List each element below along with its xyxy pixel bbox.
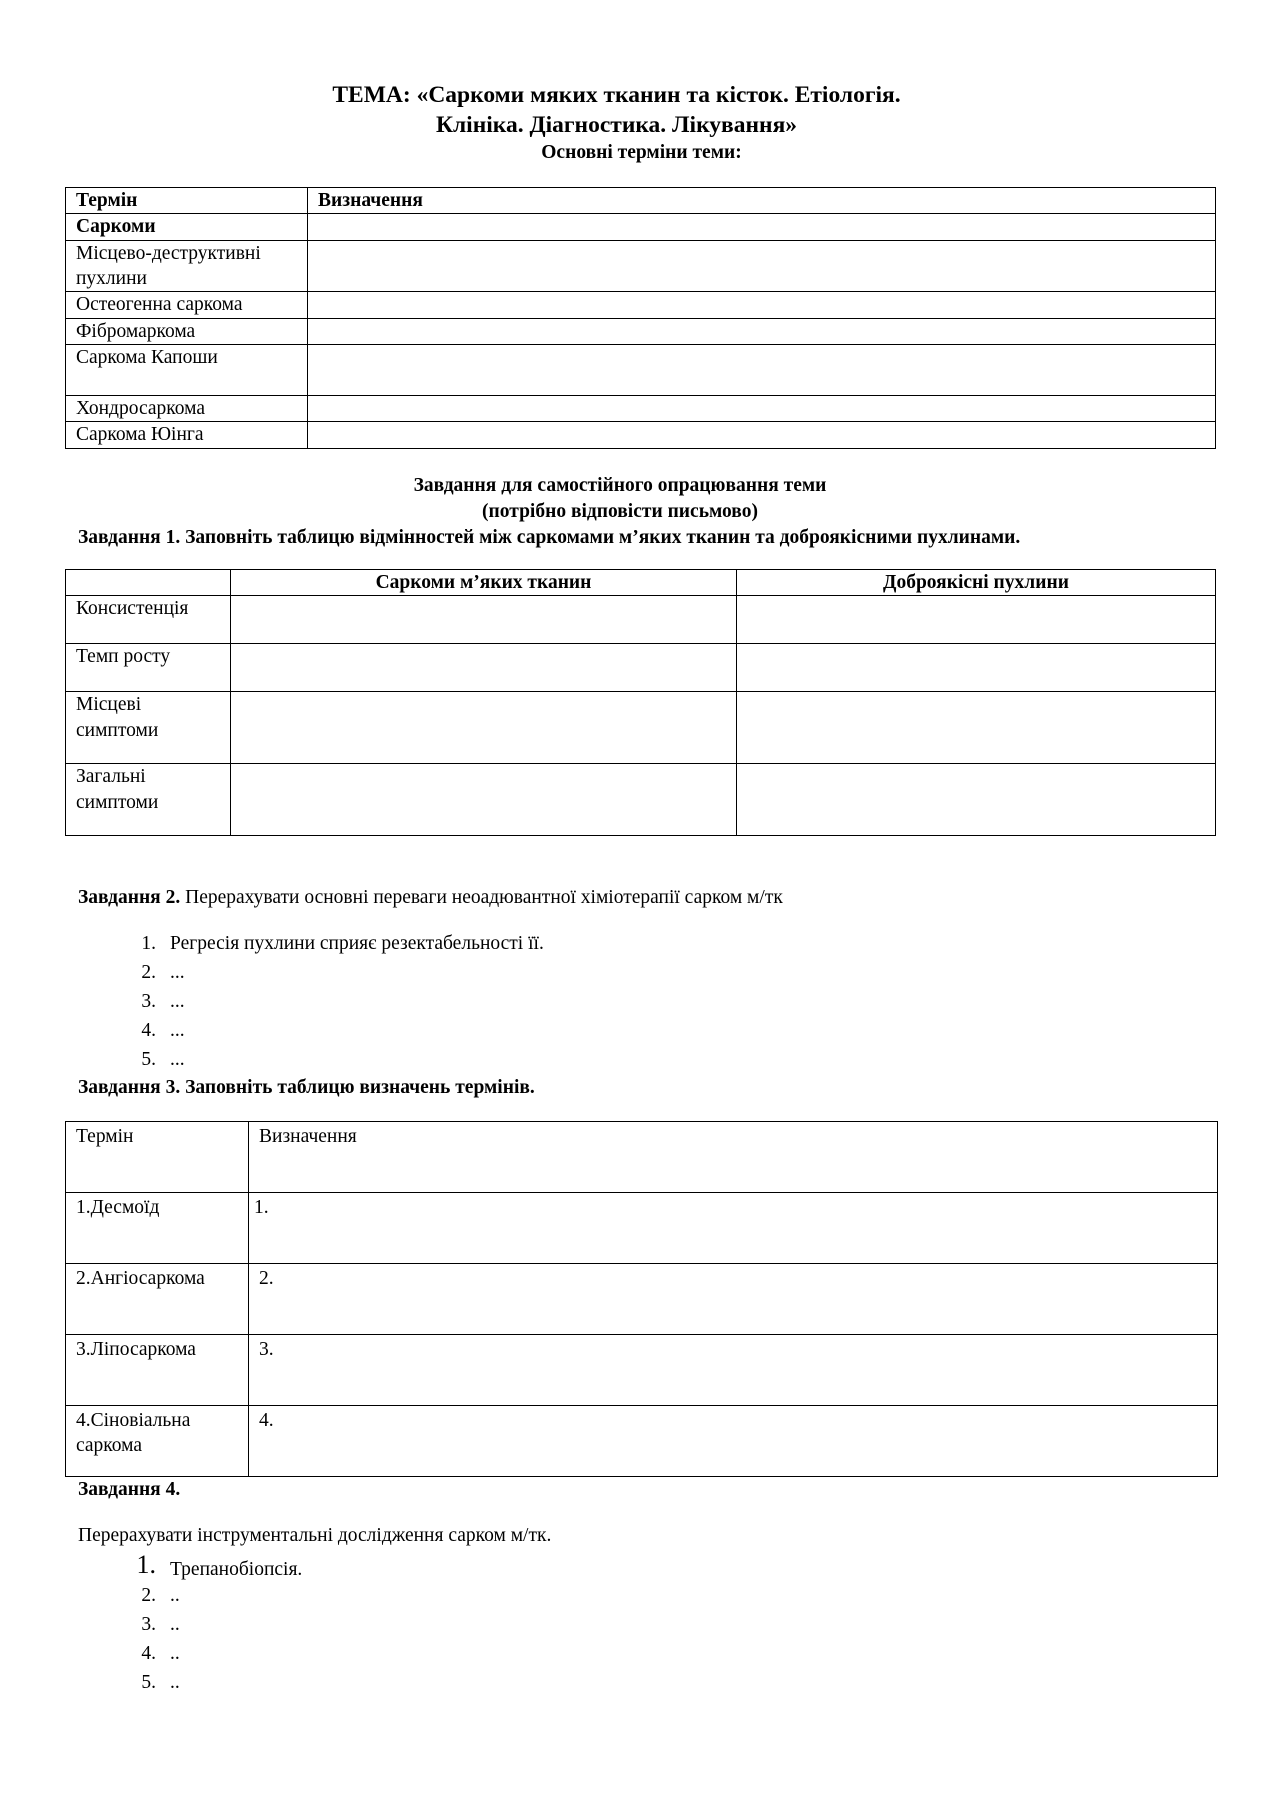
table-row — [66, 292, 1216, 318]
table-row — [66, 422, 1216, 448]
subtitle: Основні терміни теми: — [541, 142, 742, 163]
list-text: .. — [170, 1614, 180, 1635]
definition-cell: 1. — [249, 1193, 1218, 1264]
benign-cell — [737, 692, 1216, 764]
benign-cell — [737, 644, 1216, 692]
term-cell: Саркома Капоши — [66, 345, 308, 396]
list-number: 2. — [141, 1585, 156, 1606]
list-text: ... — [170, 991, 185, 1012]
sarcoma-cell — [231, 764, 737, 836]
table-row — [66, 644, 1216, 692]
definition-cell — [308, 345, 1216, 396]
task2-list — [120, 931, 920, 1076]
list-item — [120, 989, 920, 1018]
list-number: 2. — [141, 962, 156, 983]
definition-cell: 4. — [249, 1406, 1218, 1477]
list-text: ... — [170, 1049, 185, 1070]
list-number: 1. — [141, 933, 156, 954]
table-row — [66, 345, 1216, 396]
list-item — [120, 1018, 920, 1047]
table-row — [66, 1406, 1218, 1477]
table-row — [66, 396, 1216, 422]
list-number: 3. — [141, 991, 156, 1012]
definition-cell: 3. — [249, 1335, 1218, 1406]
table-header-row — [66, 570, 1216, 596]
table-row — [66, 596, 1216, 644]
table-row — [66, 764, 1216, 836]
term-cell: 3.Ліпосаркома — [66, 1335, 249, 1406]
task1-table — [65, 569, 1216, 836]
col-header-empty — [66, 570, 231, 596]
col-header-sarcoma: Саркоми м’яких тканин — [231, 570, 737, 596]
list-item — [120, 931, 920, 960]
sarcoma-cell — [231, 692, 737, 764]
col-header-definition: Визначення — [249, 1122, 1218, 1193]
definition-cell: 2. — [249, 1264, 1218, 1335]
definition-cell — [308, 422, 1216, 448]
title-line-1: ТЕМА: «Саркоми мяких тканин та кісток. Етіологія. — [332, 82, 901, 108]
term-cell: Місцево-деструктивні пухлини — [66, 240, 308, 292]
terms-table — [65, 187, 1216, 449]
row-label: Загальні симптоми — [66, 764, 231, 836]
col-header-term: Термін — [66, 188, 308, 214]
definition-cell — [308, 396, 1216, 422]
term-cell: 1.Десмоїд — [66, 1193, 249, 1264]
list-text: ... — [170, 1020, 185, 1041]
title-line-2: Клініка. Діагностика. Лікування» — [435, 112, 798, 139]
term-cell: Саркоми — [66, 214, 308, 240]
col-header-benign: Доброякісні пухлини — [737, 570, 1216, 596]
list-item — [120, 1550, 920, 1583]
col-header-definition: Визначення — [308, 188, 1216, 214]
task2-label: Завдання 2. — [78, 887, 181, 908]
term-cell: Фібромаркома — [66, 318, 308, 344]
list-item — [120, 1670, 920, 1699]
definition-cell — [308, 240, 1216, 292]
self-study-heading-2: (потрібно відповісти письмово) — [482, 501, 758, 522]
benign-cell — [737, 764, 1216, 836]
row-label: Консистенція — [66, 596, 231, 644]
list-text: .. — [170, 1585, 180, 1606]
row-label: Місцеві симптоми — [66, 692, 231, 764]
self-study-heading-1: Завдання для самостійного опрацювання теми — [413, 475, 827, 496]
term-cell: Хондросаркома — [66, 396, 308, 422]
task4-title: Завдання 4. — [78, 1479, 181, 1500]
task4-text: Перерахувати інструментальні дослідження сарком м/тк. — [78, 1525, 552, 1546]
list-number: 5. — [141, 1672, 156, 1693]
term-cell: 4.Сіновіальна саркома — [66, 1406, 249, 1477]
list-item — [120, 1047, 920, 1076]
table-row — [66, 1335, 1218, 1406]
definition-cell — [308, 214, 1216, 240]
list-text: ... — [170, 962, 185, 983]
page-title — [0, 80, 1233, 140]
task4-list — [120, 1550, 920, 1699]
task1-title: Завдання 1. Заповніть таблицю відмінностей між саркомами м’яких тканин та доброякісними пухлинами. — [78, 527, 1021, 548]
list-item — [120, 960, 920, 989]
list-number: 3. — [141, 1614, 156, 1635]
sarcoma-cell — [231, 644, 737, 692]
table-row — [66, 1193, 1218, 1264]
table-header-row — [66, 188, 1216, 214]
task3-table — [65, 1121, 1218, 1477]
term-cell: Саркома Юінга — [66, 422, 308, 448]
term-cell: 2.Ангіосаркома — [66, 1264, 249, 1335]
list-item — [120, 1583, 920, 1612]
task2-title — [78, 885, 783, 910]
definition-cell — [308, 318, 1216, 344]
sarcoma-cell — [231, 596, 737, 644]
table-row — [66, 692, 1216, 764]
list-number: 5. — [141, 1049, 156, 1070]
list-text: .. — [170, 1672, 180, 1693]
list-number: 1. — [136, 1550, 156, 1579]
term-cell: Остеогенна саркома — [66, 292, 308, 318]
benign-cell — [737, 596, 1216, 644]
table-header-row — [66, 1122, 1218, 1193]
list-text: Регресія пухлини сприяє резектабельності її. — [170, 933, 544, 954]
list-number: 4. — [141, 1643, 156, 1664]
row-label: Темп росту — [66, 644, 231, 692]
table-row — [66, 214, 1216, 240]
table-row — [66, 318, 1216, 344]
table-row — [66, 1264, 1218, 1335]
col-header-term: Термін — [66, 1122, 249, 1193]
list-item — [120, 1641, 920, 1670]
list-text: .. — [170, 1643, 180, 1664]
list-text: Трепанобіопсія. — [170, 1559, 303, 1580]
task2-text: Перерахувати основні переваги неоадювантної хіміотерапії сарком м/тк — [180, 887, 783, 908]
list-item — [120, 1612, 920, 1641]
table-row — [66, 240, 1216, 292]
list-number: 4. — [141, 1020, 156, 1041]
definition-cell — [308, 292, 1216, 318]
task3-title: Завдання 3. Заповніть таблицю визначень термінів. — [78, 1077, 535, 1098]
